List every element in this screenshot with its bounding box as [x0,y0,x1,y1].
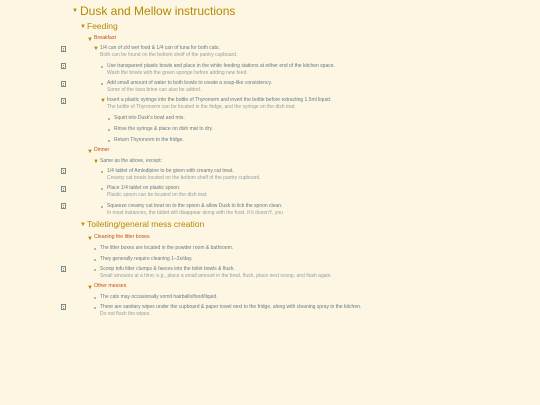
list-item: Rinse the syringe & place on dish mat to dry. [114,126,213,132]
note-icon[interactable] [61,266,66,272]
collapse-arrow-icon[interactable]: ▼ [93,159,99,165]
list-item: Place 1/4 tablet on plastic spoon. [107,185,181,191]
list-item: Insert a plastic syringe into the bottle of Thyronorm and invert the bottle before extracting 1.5ml liquid. [107,97,332,103]
bullet-icon [94,297,96,299]
collapse-arrow-icon[interactable]: ▼ [87,236,93,242]
list-item: Use transparent plastic bowls and place in the white feeding stations at either end of the kitchen space. [107,63,335,69]
collapse-arrow-icon[interactable]: ▼ [93,46,99,52]
list-item: The cats may occasionally vomit hairballs/food/liquid. [100,294,218,300]
item-note: Do not flush the wipes. [100,311,151,317]
bullet-icon [101,66,103,68]
bullet-icon [101,206,103,208]
collapse-arrow-icon[interactable]: ▼ [80,222,86,228]
note-icon[interactable] [61,81,66,87]
item-note: Creamy cat treats located on the bottom shelf of the pantry cupboard. [107,175,261,181]
item-note: Wash the bowls with the green sponge before adding new feed. [107,70,248,76]
bullet-icon [94,259,96,261]
list-item: 1/4 tablet of Amlodipine to be given with creamy cat treat. [107,168,234,174]
note-icon[interactable] [61,98,66,104]
bullet-icon [108,140,110,142]
list-item: Return Thyronorm to the fridge. [114,137,184,143]
collapse-arrow-icon[interactable]: ▼ [87,149,93,155]
group-heading-breakfast: Breakfast [94,35,116,41]
list-item: Add small amount of water to both bowls to create a soup-like consistency. [107,80,272,86]
item-note: Both can be found on the bottom shelf of the pantry cupboard. [100,52,238,58]
collapse-arrow-icon[interactable]: ▼ [87,285,93,291]
list-item: Squirt into Dusk's bowl and mix. [114,115,185,121]
list-item: They generally require cleaning 1–2x/day. [100,256,193,262]
group-heading-other-messes: Other messes [94,283,127,289]
list-item: Scoop tofu litter clumps & faeces into the toilet bowls & flush. [100,266,235,272]
list-item: Same as the above, except: [100,158,162,164]
bullet-icon [101,83,103,85]
list-item: Squeeze creamy cat treat on to the spoon & allow Dusk to lick the spoon clean. [107,203,283,209]
collapse-arrow-icon[interactable]: ▼ [72,8,78,14]
bullet-icon [94,269,96,271]
item-note: Plastic spoon can be located on the dish mat. [107,192,208,198]
note-icon[interactable] [61,186,66,192]
bullet-icon [94,248,96,250]
note-icon[interactable] [61,46,66,52]
note-icon[interactable] [61,304,66,310]
bullet-icon [101,188,103,190]
item-note: Some of the tuna brine can also be added. [107,87,202,93]
bullet-icon [101,171,103,173]
list-item: There are sanitary wipes under the cupboard & paper towel next to the fridge, along with cleaning spray in the kitchen. [100,304,362,310]
list-item: 1/4 can of z/d wet food & 1/4 can of tuna for both cats. [100,45,220,51]
note-icon[interactable] [61,63,66,69]
bullet-icon [108,118,110,120]
section-heading-toileting: Toileting/general mess creation [87,219,205,229]
page-title: Dusk and Mellow instructions [80,4,236,18]
collapse-arrow-icon[interactable]: ▼ [100,98,106,104]
item-note: Small amounts at a time; e.g., place a small amount in the bowl, flush, place next scoop, and flush again. [100,273,332,279]
list-item: The litter boxes are located in the powder room & bathroom. [100,245,234,251]
note-icon[interactable] [61,203,66,209]
section-heading-feeding: Feeding [87,21,118,31]
collapse-arrow-icon[interactable]: ▼ [87,37,93,43]
item-note: In most instances, the tablet will disappear along with the food. If it doesn't', you [107,210,283,216]
group-heading-litter-boxes: Cleaning the litter boxes [94,234,150,240]
note-icon[interactable] [61,168,66,174]
bullet-icon [108,129,110,131]
group-heading-dinner: Dinner [94,147,110,153]
bullet-icon [94,307,96,309]
item-note: The bottle of Thyronorm can be located in the fridge, and the syringe on the dish mat. [107,104,296,110]
collapse-arrow-icon[interactable]: ▼ [80,24,86,30]
